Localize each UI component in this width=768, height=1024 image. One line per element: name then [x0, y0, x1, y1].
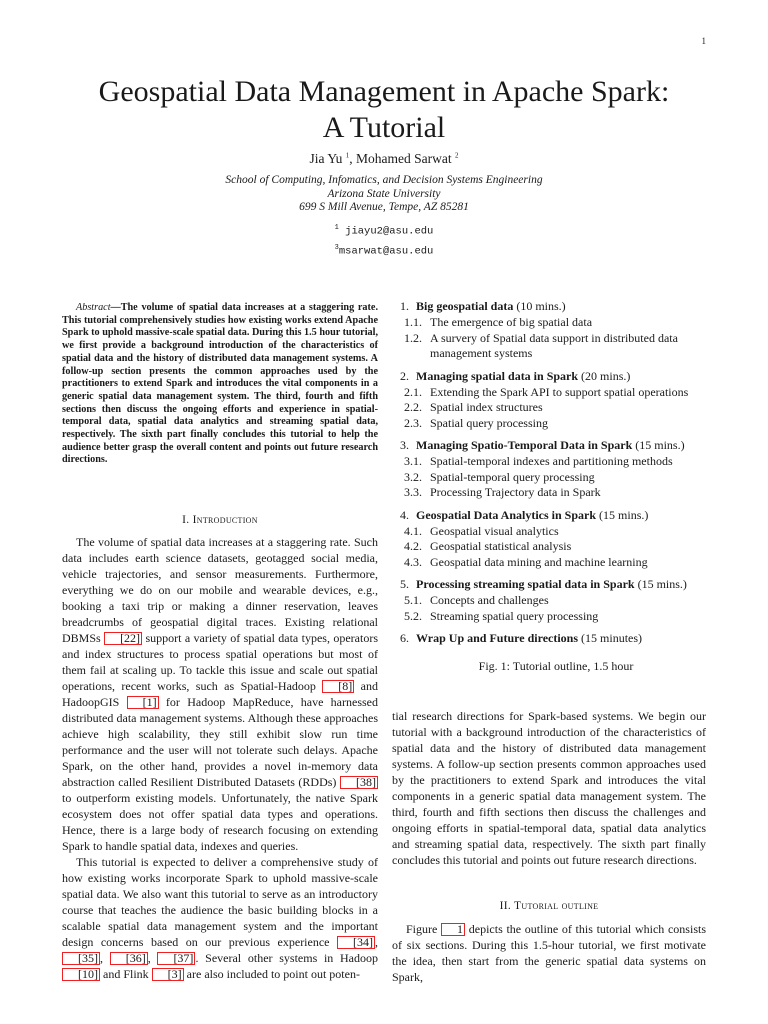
abstract-text: —The volume of spatial data increases at a staggering rate. This tutorial comprehensively studies how existing works extend Apache Spark to uphold massive-scale spatial data. During this 1.5 hour tutorial, we first provide a background introduction of the characteristics of spatial data and the history of distributed data management systems. A follow-up section presents the common approaches used by the practitioners to extend Spark and introduces the vital components in a generic spatial data management system. The third, fourth and fifth sections then discuss the ongoing efforts and experience in spatial-temporal data, spatial data analytics and streaming spatial data, respectively. The sixth part finally concludes this tutorial to help the audience better grasp the overall content and points out future research directions.	[62, 302, 378, 466]
outline-item	[400, 416, 712, 432]
outline-item	[400, 470, 712, 486]
right-column-body	[392, 708, 706, 868]
outline-item-text: Streaming spatial query processing	[430, 608, 599, 623]
outline-section-number: 6.	[400, 631, 409, 645]
outline-section-title: Managing Spatio-Temporal Data in Spark	[416, 438, 633, 452]
intro-comma-2: ,	[100, 951, 110, 965]
outline-item-number: 3.2.	[404, 469, 422, 484]
intro-p1-text-d: for Hadoop MapReduce, have harnessed distributed data management systems. Although these approaches achieve high scalability, they still exhibit slow run time performance and the user will not tolerate such delays. Apache Spark, on the other hand, provides a novel in-memory data abstraction called Resilient Distributed Datasets (RDDs)	[62, 695, 378, 789]
citation-37[interactable]: [37]	[157, 952, 195, 965]
email-list	[0, 220, 768, 259]
outline-section-number: 5.	[400, 577, 409, 591]
right-paragraph-1: tial research directions for Spark-based systems. We begin our tutorial with a background introduction of the characteristics of spatial data and the history of distributed data management systems. A follow-up section presents common approaches used by the practitioners to extend Spark and introduces the vital components in a generic spatial data management system. The third, fourth and fifth sections then discuss the challenges and ongoing efforts in spatial-temporal data, spatial data analytics and streaming spatial data, respectively. The sixth part finally concludes this tutorial and points out future research directions.	[392, 709, 706, 867]
intro-p1-text-e: to outperform existing models. Unfortunately, the native Spark ecosystem does not offer spatial data types and operations. Hence, there is a large body of research focusing on extending Spark to handle spatial data, indexes and queries.	[62, 791, 378, 853]
intro-heading: I. Introduction	[182, 514, 258, 526]
email-2-sup: 3	[334, 243, 339, 252]
intro-paragraph-2	[62, 854, 378, 982]
author-2: Mohamed Sarwat	[356, 151, 452, 166]
outline-section-time: (15 mins.)	[596, 507, 649, 522]
outline-item-text: Concepts and challenges	[430, 593, 549, 607]
email-2-address: msarwat@asu.edu	[338, 245, 434, 257]
citation-34[interactable]: [34]	[337, 936, 375, 949]
outline-section	[400, 298, 712, 315]
outline-section-time: (20 mins.)	[578, 368, 631, 383]
intro-paragraph-1	[62, 534, 378, 854]
outline-item-number: 4.3.	[404, 554, 422, 569]
outline-item-number: 2.1.	[404, 384, 422, 399]
outline-gap	[400, 624, 712, 628]
outline-item-text: The emergence of big spatial data	[430, 315, 593, 329]
outline-gap	[400, 501, 712, 505]
affiliation-line-1: School of Computing, Infomatics, and Decision Systems Engineering	[225, 174, 543, 186]
tutorial-outline	[400, 296, 712, 647]
outline-section	[400, 630, 712, 647]
outline-section	[400, 437, 712, 454]
intro-comma-3: ,	[147, 951, 158, 965]
citation-38[interactable]: [38]	[340, 776, 378, 789]
citation-22[interactable]: [22]	[104, 632, 142, 645]
outline-section	[400, 368, 712, 385]
outline-item-number: 3.1.	[404, 454, 422, 468]
affiliation	[0, 174, 768, 215]
outline-intro-body	[392, 921, 706, 985]
outline-item-number: 2.2.	[404, 400, 422, 414]
paper-title	[0, 74, 768, 146]
outline-item-text: Processing Trajectory data in Spark	[430, 485, 601, 499]
email-1-sup: 1	[334, 224, 339, 232]
intro-p2-text-c: and Flink	[100, 967, 152, 981]
intro-body	[62, 534, 378, 982]
outline-item	[400, 524, 712, 540]
email-1[interactable]	[0, 220, 768, 240]
outline-item-number: 5.1.	[404, 593, 422, 607]
right-paragraph-2	[392, 921, 706, 985]
outline-section-title: Geospatial Data Analytics in Spark	[416, 507, 597, 522]
outline-item	[400, 609, 712, 625]
citation-1[interactable]: [1]	[127, 696, 159, 709]
outline-item-number: 4.2.	[404, 539, 422, 553]
figure-1-ref[interactable]: 1	[441, 923, 465, 936]
outline-item-text: Spatial query processing	[430, 415, 548, 430]
outline-item	[400, 485, 712, 501]
intro-p1-text-a: The volume of spatial data increases at a staggering rate. Such data includes earth science datasets, geotagged social media, vehicle trajectories, and sensor measurements. Furthermore, everything we do on our mobile and wearable devices, e.g., booking a taxi trip or making a dinner reservation, leaves breadcrumbs of geospatial digital traces. Existing relational DBMSs	[62, 535, 378, 645]
outline-item-text: Extending the Spark API to support spatial operations	[430, 384, 689, 399]
outline-item	[400, 400, 712, 416]
intro-comma-1: ,	[375, 935, 378, 949]
email-1-address: jiayu2@asu.edu	[345, 225, 434, 238]
citation-8[interactable]: [8]	[322, 680, 354, 693]
author-list	[0, 151, 768, 167]
outline-item	[400, 593, 712, 609]
intro-p2-text-b: . Several other systems in Hadoop	[195, 951, 378, 965]
outline-section-number: 4.	[400, 507, 409, 522]
title-line-2: A Tutorial	[322, 111, 446, 144]
author-2-sup: 2	[454, 151, 459, 160]
outline-gap	[400, 431, 712, 435]
citation-10[interactable]: [10]	[62, 968, 100, 981]
outline-gap	[400, 362, 712, 366]
intro-p2-text-d: are also included to point out poten-	[183, 967, 360, 981]
outline-section-title: Processing streaming spatial data in Spark	[416, 577, 635, 591]
outline-section	[400, 576, 712, 593]
outline-section-time: (15 minutes)	[578, 631, 643, 645]
outline-item	[400, 454, 712, 470]
affiliation-line-3: 699 S Mill Avenue, Tempe, AZ 85281	[299, 201, 469, 213]
outline-section-title: Big geospatial data	[416, 299, 514, 313]
outline-item	[400, 539, 712, 555]
outline-item-text: Spatial-temporal query processing	[430, 469, 595, 484]
outline-item-text: Spatial-temporal indexes and partitioning methods	[430, 454, 673, 468]
abstract-lead: Abstract	[76, 302, 111, 313]
outline-heading: II. Tutorial outline	[499, 900, 599, 912]
outline-item-number: 4.1.	[404, 523, 422, 538]
outline-item	[400, 555, 712, 571]
citation-3[interactable]: [3]	[152, 968, 184, 981]
outline-item-number: 2.3.	[404, 415, 422, 430]
title-line-1: Geospatial Data Management in Apache Spark:	[98, 75, 670, 108]
outline-section-title: Wrap Up and Future directions	[416, 631, 579, 645]
affiliation-line-2: Arizona State University	[327, 187, 441, 200]
email-2[interactable]	[0, 240, 768, 260]
author-1: Jia Yu	[309, 151, 343, 166]
outline-item-text: A survery of Spatial data support in distributed data management systems	[430, 330, 678, 360]
outline-item-text: Spatial index structures	[430, 400, 543, 414]
outline-item	[400, 331, 712, 362]
outline-section	[400, 507, 712, 524]
intro-p2-text-a: This tutorial is expected to deliver a comprehensive study of how existing works incorporate Spark to uphold massive-scale spatial data. We also want this tutorial to serve as an introductory course that teaches the audience the basic building blocks in a scalable spatial data management system and the important design concerns based on our previous experience	[62, 855, 378, 949]
figure-caption: Fig. 1: Tutorial outline, 1.5 hour	[478, 659, 634, 673]
outline-item	[400, 315, 712, 331]
outline-item-number: 1.1.	[404, 315, 422, 329]
author-1-sup: 1	[345, 151, 350, 160]
outline-section-number: 3.	[400, 438, 409, 452]
outline-section-time: (15 mins.)	[632, 438, 685, 452]
outline-section-number: 2.	[400, 368, 409, 383]
outline-item-text: Geospatial data mining and machine learning	[430, 554, 648, 569]
right-p2-text-b: depicts the outline of this tutorial which consists of six sections. During this 1.5-hour tutorial, we first motivate the idea, then start from the generic spatial data systems on Spark,	[392, 922, 706, 984]
page-number: 1	[701, 36, 706, 46]
abstract	[62, 302, 378, 467]
outline-item-number: 3.3.	[404, 485, 422, 499]
outline-item-text: Geospatial visual analytics	[430, 523, 559, 538]
outline-item-number: 1.2.	[404, 330, 422, 345]
outline-gap	[400, 570, 712, 574]
outline-section-title: Managing spatial data in Spark	[416, 368, 579, 383]
right-p2-text-a: Figure	[406, 922, 442, 936]
outline-item	[400, 385, 712, 401]
outline-section-time: (15 mins.)	[634, 577, 687, 591]
citation-36[interactable]: [36]	[110, 952, 148, 965]
outline-item-number: 5.2.	[404, 608, 422, 623]
outline-section-time: (10 mins.)	[513, 299, 566, 313]
outline-item-text: Geospatial statistical analysis	[430, 539, 572, 553]
citation-35[interactable]: [35]	[62, 952, 100, 965]
outline-section-number: 1.	[400, 299, 409, 313]
intro-p1-text-b: support a variety of spatial data types, operators and index structures to process spatial operations but most of them fail at scaling up. To tackle this issue and scale out spatial operations, recent works, such as Spatial-Hadoop	[62, 631, 378, 693]
author-separator: ,	[349, 151, 353, 166]
intro-p1-text-c: and HadoopGIS	[62, 679, 378, 709]
